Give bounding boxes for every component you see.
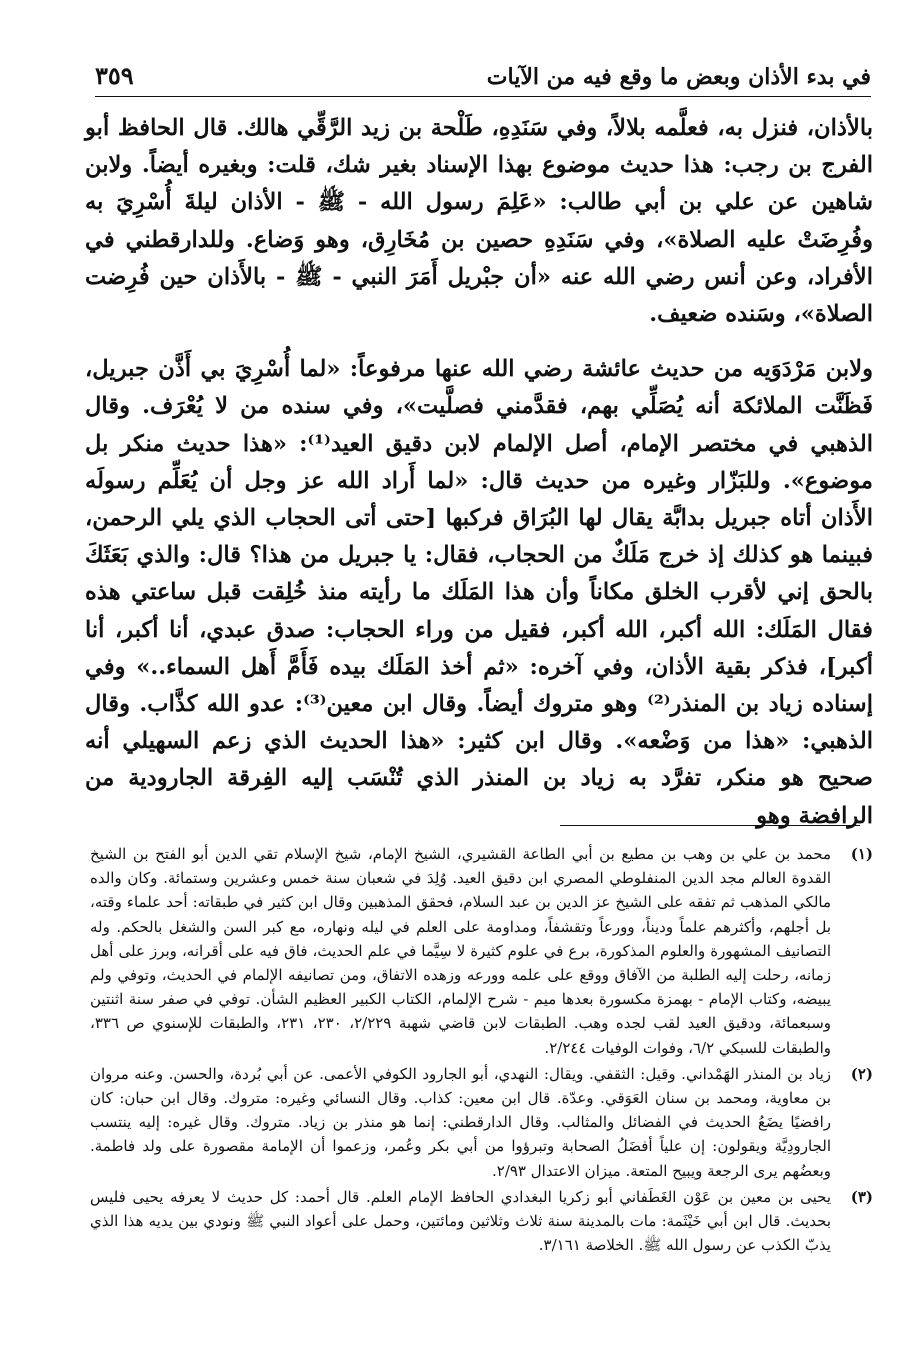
footnote-separator — [560, 825, 860, 826]
footnote-number: (٣) — [850, 1187, 873, 1206]
main-text — [85, 110, 873, 835]
footnote-3 — [90, 1185, 873, 1258]
footnote-number: (٢) — [850, 1064, 873, 1083]
footnote-text: زياد بن المنذر الهَمْداني. وقيل: الثقفي. ويقال: النهدي، أبو الجارود الكوفي الأعمى. عن أبي بُردة، والحسن. وعنه مروان بن معاوية، ومحمد بن سنان العَوَقي. وعدّة. قال ابن معين: كذاب. وقال النسائي وغيره: متروك. وقال ابن حبان: كان رافضيًا يضَعُ الحديث في الفضائل والمثالب. وقال الدارقطني: إنما هو منذر بن زياد. متروك. وقال غيره: إليه ينتسب الجارودِيَّة ويقولون: إن علياً أفضَلُ الصحابة وتبرؤوا من أبي بكر وعُمر، وزعموا أن الإمامة مقصورة على ولد فاطمة. وبعضُهم يرى الرجعة ويبيح المتعة. ميزان الاعتدال ٢/٩٣. — [90, 1064, 831, 1180]
page-number: ٣٥٩ — [95, 61, 134, 90]
page-header — [95, 50, 871, 97]
footnote-2 — [90, 1062, 873, 1183]
footnote-text: محمد بن علي بن وهب بن مطيع بن أبي الطاعة القشيري، الشيخ الإمام، شيخ الإسلام تقي الدين أبو الفتح بن الشيخ القدوة العالم مجد الدين المنفلوطي المصري ابن دقيق العيد. وُلِدَ في شعبان سنة خمس وعشرين وستمائة. وكان والده مالكي المذهب ثم تفقه على الشيخ عز الدين بن عبد السلام، فحقق المذهبين وقال ابن كثير في طبقاته: أحد علماء وقته، بل أجلهم، وأكثرهم علماً وديناً، وورعاً وتقشفاً، ومداومة على العلم في ليله ونهاره، مع كبر السن والشغل بالحكم. وله التصانيف المشهورة والعلوم المذكورة، برع في علوم كثيرة لا سِيَّما في علم الحديث، فاق فيه على أقرانه، وبرز على أهل زمانه، رحلت إليه الطلبة من الآفاق ووقع على علمه وورعه وزهده الاتفاق، ومن تصانيفه الإلمام في الحديث، وتوفي ولم يبيضه، وكتاب الإمام - بهمزة مكسورة بعدها ميم - شرح الإلمام، الكتاب الكبير العظيم الشأن. توفي في صفر سنة اثنتين وسبعمائة، ودقيق العيد لقب لجده وهب. الطبقات لابن قاضي شهبة ٢/٢٢٩، ٢٣٠، ٢٣١، والطبقات للإسنوي ص ٣٣٦، والطبقات للسبكي ٦/٢، وفوات الوفيات ٢/٢٤٤. — [90, 845, 832, 1057]
footnote-text: يحيى بن معين بن عَوْن الغَطَفاني أبو زكريا البغدادي الحافظ الإمام العلم. قال أحمد: كل حديث لا يعرفه يحيى فليس بحديث. قال ابن أبي خَيْثَمة: مات بالمدينة سنة ثلاث وثلاثين ومائتين، وحمل على أعواد النبي ﷺ ونودي بين يديه هذا الذي يذبّ الكذب عن رسول الله ﷺ. الخلاصة ٣/١٦١. — [90, 1187, 831, 1255]
paragraph-2: ولابن مَرْدَوَيه من حديث عائشة رضي الله عنها مرفوعاً: «لما أُسْرِيَ بي أَذَّن جبريل، فَظَنَّت الملائكة أنه يُصَلِّي بهم، فقدَّمني فصلَّيت»، وفي سنده من لا يُعْرَف. وقال الذهبي في مختصر الإمام، أصل الإلمام لابن دقيق العيد⁽¹⁾: «هذا حديث منكر بل موضوع». وللبَزّار وغيره من حديث قال: «لما أَراد الله عز وجل أن يُعَلِّم رسولَه الأَذان أتاه جبريل بدابَّة يقال لها البُرَاق فركبها [حتى أتى الحجاب الذي يلي الرحمن، فبينما هو كذلك إذ خرج مَلَكٌ من الحجاب، فقال: يا جبريل من هذا؟ قال: والذي بَعَثَكَ بالحق إني لأقرب الخلق مكاناً وأن هذا المَلَك ما رأيته منذ خُلِقت قبل ساعتي هذه فقال المَلَك: الله أكبر، الله أكبر، فقيل من وراء الحجاب: صدق عبدي، أنا أكبر، أنا أكبر]، فذكر بقية الأذان، وفي آخره: «ثم أخذ المَلَك بيده فَأَمَّ أَهل السماء..» وفي إسناده زياد بن المنذر⁽²⁾ وهو متروك أيضاً. وقال ابن معين⁽³⁾: عدو الله كذَّاب. وقال الذهبي: «هذا من وَضْعه». وقال ابن كثير: «هذا الحديث الذي زعم السهيلي أنه صحيح هو منكر، تفرَّد به زياد بن المنذر الذي تُنْسَب إليه الفِرقة الجارودية من الرافضة وهو — [85, 356, 873, 829]
footnote-number: (١) — [850, 845, 873, 863]
footnote-1 — [90, 842, 873, 1060]
footnotes — [90, 842, 873, 1259]
paragraph-1: بالأذان، فنزل به، فعلَّمه بلالاً، وفي سَنَدِهِ، طَلْحة بن زيد الرَّقِّي هالك. قال الحافظ أبو الفرج بن رجب: هذا حديث موضوع بهذا الإسناد بغير شك، قلت: وبغيره أيضاً. ولابن شاهين عن علي بن أبي طالب: «عَلِمَ رسول الله - ﷺ - الأذان ليلةَ أُسْرِيَ به وفُرِضَتْ عليه الصلاة»، وفي سَنَدِهِ حصين بن مُخَارِق، وهو وَضاع. وللدارقطني في الأفراد، وعن أنس رضي الله عنه «أن جبْريل أَمَرَ النبي - ﷺ - بالأَذان حين فُرِضت الصلاة»، وسَنده ضعيف. — [85, 115, 873, 328]
running-title: في بدء الأذان وبعض ما وقع فيه من الآيات — [486, 64, 871, 90]
